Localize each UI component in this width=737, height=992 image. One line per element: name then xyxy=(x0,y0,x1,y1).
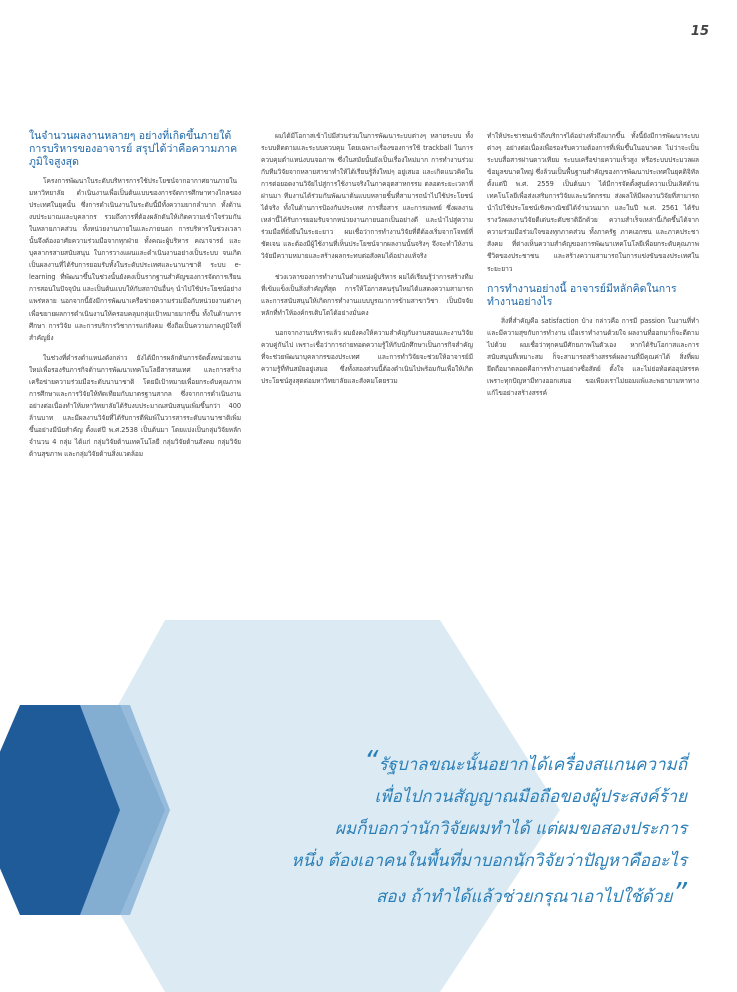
quote-line: ผมก็บอกว่านักวิจัยผมทำได้ แต่ผมขอสองประการ xyxy=(334,819,687,839)
paragraph: สิ่งที่สำคัญคือ satisfaction บ้าง กล่าวคือ การมี passion ในงานที่ทำ และมีความสุขกับการทำงาน เมื่อเราทำงานด้วยใจ ผลงานที่ออกมาก็จะดีตามไปด้วย ผมเชื่อว่าทุกคนมีศักยภาพในตัวเอง หากได้รับโอกาสและการสนับสนุนที่เหมาะสม ก็จะสามารถสร้างสรรค์ผลงานที่มีคุณค่าได้ สิ่งที่ผมยึดถือมาตลอดคือการทำงานอย่างซื่อสัตย์ ตั้งใจ และไม่ย่อท้อต่ออุปสรรค เพราะทุกปัญหามีทางออกเสมอ ขอเพียงเราไม่ยอมแพ้และพยายามหาทางแก้ไขอย่างสร้างสรรค์ xyxy=(487,316,699,397)
section-heading: ในจำนวนผลงานหลายๆ อย่างที่เกิดขึ้นภายใต้การบริหารของอาจารย์ สรุปได้ว่าคือความภาคภูมิใจสูงสุด xyxy=(29,130,238,168)
paragraph: ในช่วงที่ดำรงตำแหน่งดังกล่าว ยังได้มีการผลักดันการจัดตั้งหน่วยงานใหม่เพื่อรองรับภารกิจด้านการพัฒนาเทคโนโลยีสารสนเทศ และการสร้างเครือข่ายความร่วมมือระดับนานาชาติ โดยมีเป้าหมายเพื่อยกระดับคุณภาพการศึกษาและการวิจัยให้ทัดเทียมกับมาตรฐานสากล ซึ่งจากการดำเนินงานอย่างต่อเนื่องทำให้มหาวิทยาลัยได้รับงบประมาณสนับสนุนเพิ่มขึ้นกว่า 400 ล้านบาท และมีผลงานวิจัยที่ได้รับการตีพิมพ์ในวารสารระดับนานาชาติเพิ่มขึ้นอย่างมีนัยสำคัญ ตั้งแต่ปี พ.ศ.2538 เป็นต้นมา โดยแบ่งเป็นกลุ่มวิจัยหลักจำนวน 4 กลุ่ม ได้แก่ กลุ่มวิจัยด้านเทคโนโลยี กลุ่มวิจัยด้านสังคม กลุ่มวิจัยด้านสุขภาพ และกลุ่มวิจัยด้านสิ่งแวดล้อม xyxy=(29,353,241,459)
page-number: 15 xyxy=(690,24,709,39)
open-quote-mark: “ xyxy=(363,744,379,777)
column-1 xyxy=(29,130,241,468)
paragraph: ผมได้มีโอกาสเข้าไปมีส่วนร่วมในการพัฒนาระบบต่างๆ หลายระบบ ทั้งระบบติดตามและระบบควบคุม โดยเฉพาะเรื่องของการใช้ trackball ในการควบคุมตำแหน่งบนจอภาพ ซึ่งในสมัยนั้นยังเป็นเรื่องใหม่มาก การทำงานร่วมกับทีมวิจัยจากหลายสาขาทำให้ได้เรียนรู้สิ่งใหม่ๆ อยู่เสมอ และเกิดแนวคิดในการต่อยอดงานวิจัยไปสู่การใช้งานจริงในภาคอุตสาหกรรม ตลอดระยะเวลาที่ผ่านมา ทีมงานได้ร่วมกันพัฒนาต้นแบบหลายชิ้นที่สามารถนำไปใช้ประโยชน์ได้จริง ทั้งในด้านการป้องกันประเทศ การสื่อสาร และการแพทย์ ซึ่งผลงานเหล่านี้ได้รับการยอมรับจากหน่วยงานภายนอกเป็นอย่างดี และนำไปสู่ความร่วมมือที่ยั่งยืนในระยะยาว ผมเชื่อว่าการทำงานวิจัยที่ดีต้องเริ่มจากโจทย์ที่ชัดเจน และต้องมีผู้ใช้งานที่เห็นประโยชน์จากผลงานนั้นจริงๆ จึงจะทำให้งานวิจัยมีความหมายและสร้างผลกระทบต่อสังคมได้อย่างแท้จริง xyxy=(261,132,473,261)
quote-line: หนึ่ง ต้องเอาคนในพื้นที่มาบอกนักวิจัยว่าปัญหาคืออะไร xyxy=(291,851,687,871)
pull-quote xyxy=(87,745,687,913)
quote-line: “รัฐบาลขณะนั้นอยากได้เครื่องสแกนความถี่ xyxy=(363,744,687,777)
quote-line: สอง ถ้าทำได้แล้วช่วยกรุณาเอาไปใช้ด้วย” xyxy=(376,876,687,909)
paragraph: โครงการพัฒนาในระดับบริหารการใช้ประโยชน์จากอากาศยานภายในมหาวิทยาลัย ดำเนินงานเพื่อเป็นต้นแบบของการจัดการศึกษาทางไกลของประเทศในยุคนั้น ซึ่งการดำเนินงานในระดับนี้มีทั้งความยากลำบาก ทั้งด้านงบประมาณและบุคลากร รวมถึงการที่ต้องผลักดันให้เกิดความเข้าใจร่วมกันในหลายภาคส่วน ทั้งหน่วยงานภายในและภายนอก การบริหารในช่วงเวลานั้นจึงต้องอาศัยความร่วมมือจากทุกฝ่าย ทั้งคณะผู้บริหาร คณาจารย์ และบุคลากรสายสนับสนุน ในการวางแผนและดำเนินงานอย่างเป็นระบบ จนเกิดเป็นผลงานที่ได้รับการยอมรับทั้งในระดับประเทศและนานาชาติ ระบบ e-learning ที่พัฒนาขึ้นในช่วงนั้นยังคงเป็นรากฐานสำคัญของการจัดการเรียนการสอนในปัจจุบัน และเป็นต้นแบบให้กับสถาบันอื่นๆ นำไปใช้ประโยชน์อย่างแพร่หลาย นอกจากนี้ยังมีการพัฒนาเครือข่ายความร่วมมือกับหน่วยงานต่างๆ เพื่อขยายผลการดำเนินงานให้ครอบคลุมกลุ่มเป้าหมายมากขึ้น ทั้งในด้านการศึกษา การวิจัย และการบริการวิชาการแก่สังคม ซึ่งถือเป็นความภาคภูมิใจที่สำคัญยิ่ง xyxy=(29,177,241,342)
article-body xyxy=(29,130,709,650)
quote-line: เพื่อไปกวนสัญญาณมือถือของผู้ประสงค์ร้าย xyxy=(374,787,687,807)
column-2 xyxy=(261,130,473,395)
paragraph: ช่วงเวลาของการทำงานในตำแหน่งผู้บริหาร ผมได้เรียนรู้ว่าการสร้างทีมที่เข้มแข็งเป็นสิ่งสำคัญที่สุด การให้โอกาสคนรุ่นใหม่ได้แสดงความสามารถ และการสนับสนุนให้เกิดการทำงานแบบบูรณาการข้ามสาขาวิชา เป็นปัจจัยหลักที่ทำให้องค์กรเติบโตได้อย่างมั่นคง xyxy=(261,272,473,317)
paragraph: นอกจากงานบริหารแล้ว ผมยังคงให้ความสำคัญกับงานสอนและงานวิจัยควบคู่กันไป เพราะเชื่อว่าการถ่ายทอดความรู้ให้กับนักศึกษาเป็นภารกิจสำคัญที่จะช่วยพัฒนาบุคลากรของประเทศ และการทำวิจัยจะช่วยให้อาจารย์มีความรู้ที่ทันสมัยอยู่เสมอ ซึ่งทั้งสองส่วนนี้ต้องดำเนินไปพร้อมกันเพื่อให้เกิดประโยชน์สูงสุดต่อมหาวิทยาลัยและสังคมโดยรวม xyxy=(261,328,473,385)
column-3 xyxy=(487,130,699,407)
close-quote-mark: ” xyxy=(672,876,687,909)
paragraph: ทำให้ประชาชนเข้าถึงบริการได้อย่างทั่วถึงมากขึ้น ทั้งนี้ยังมีการพัฒนาระบบต่างๆ อย่างต่อเนื่องเพื่อรองรับความต้องการที่เพิ่มขึ้นในอนาคต ไม่ว่าจะเป็นระบบสื่อสารผ่านดาวเทียม ระบบเครือข่ายความเร็วสูง หรือระบบประมวลผลข้อมูลขนาดใหญ่ ซึ่งล้วนเป็นพื้นฐานสำคัญของการพัฒนาประเทศในยุคดิจิทัล ตั้งแต่ปี พ.ศ. 2559 เป็นต้นมา ได้มีการจัดตั้งศูนย์ความเป็นเลิศด้านเทคโนโลยีเพื่อส่งเสริมการวิจัยและนวัตกรรม ส่งผลให้มีผลงานวิจัยที่สามารถนำไปใช้ประโยชน์เชิงพาณิชย์ได้จำนวนมาก และในปี พ.ศ. 2561 ได้รับรางวัลผลงานวิจัยดีเด่นระดับชาติอีกด้วย ความสำเร็จเหล่านี้เกิดขึ้นได้จากความร่วมมือร่วมใจของทุกภาคส่วน ทั้งภาครัฐ ภาคเอกชน และภาคประชาสังคม ที่ต่างเห็นความสำคัญของการพัฒนาเทคโนโลยีเพื่อยกระดับคุณภาพชีวิตของประชาชน และสร้างความสามารถในการแข่งขันของประเทศในระยะยาว xyxy=(487,132,699,273)
section-heading-2: การทำงานอย่างนี้ อาจารย์มีหลักคิดในการทำงานอย่างไร xyxy=(487,282,677,308)
